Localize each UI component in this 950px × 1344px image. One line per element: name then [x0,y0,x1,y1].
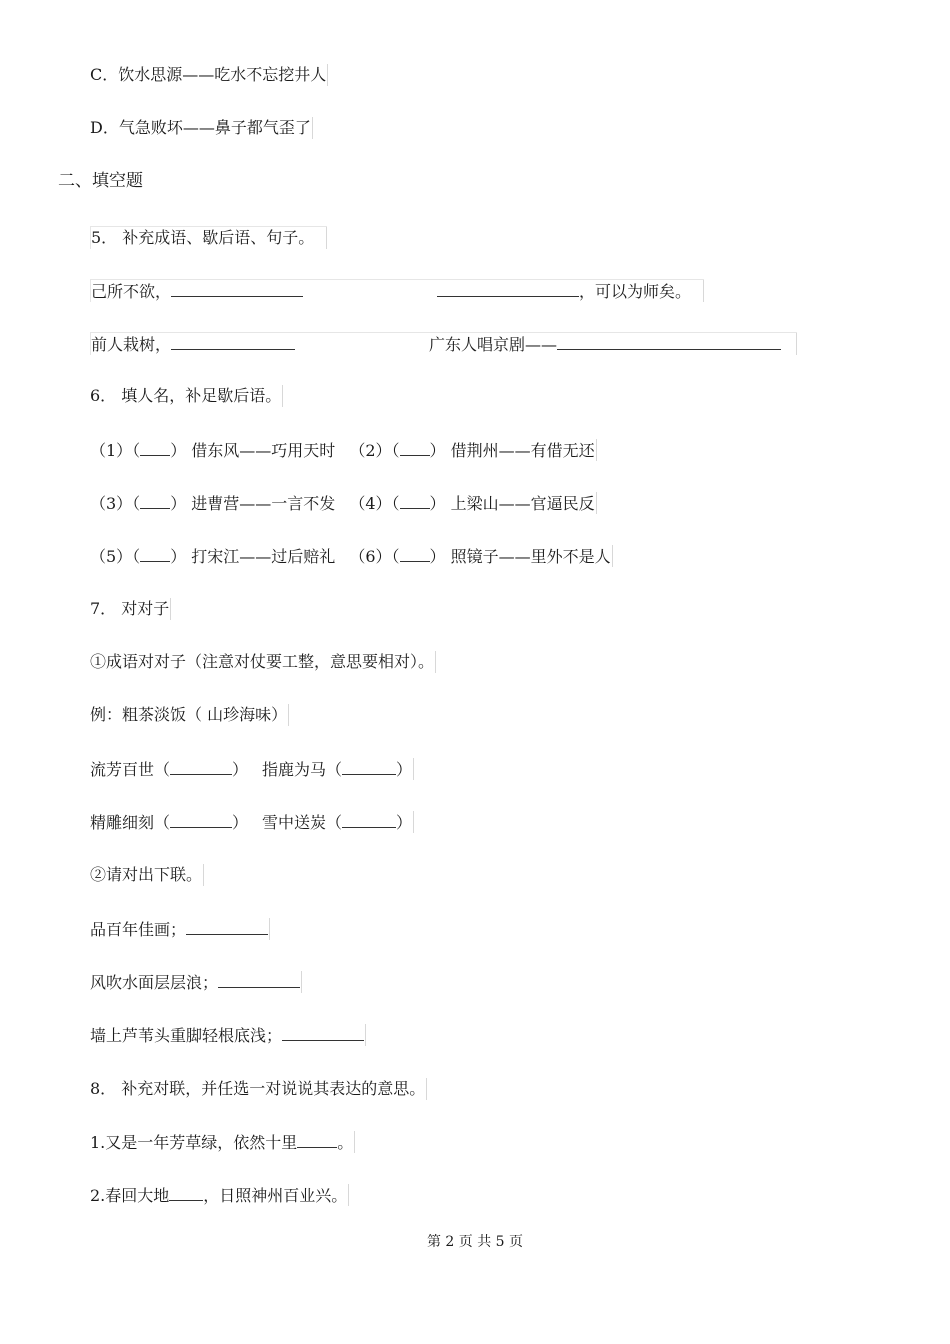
question-7-part-1: ①成语对对子（注意对仗要工整，意思要相对）。 [90,652,435,671]
option-c-text: C．饮水思源——吃水不忘挖井人 [90,65,327,84]
question-6-row-1: （1）（ ） 借东风——巧用天时 （2）（ ） 借荆州——有借无还 [90,441,595,460]
answer-blank[interactable] [140,439,170,456]
answer-blank[interactable] [140,545,170,562]
question-6-row-2: （3）（ ） 进曹营——一言不发 （4）（ ） 上梁山——官逼民反 [90,494,595,513]
answer-blank[interactable] [169,1184,203,1201]
answer-blank[interactable] [170,758,232,775]
answer-blank[interactable] [170,811,232,828]
question-7-title: 7． 对对子 [90,599,170,618]
question-7-pair-2: 精雕细刻（ ） 雪中送炭（ ） [90,813,413,832]
question-6-row-3: （5）（ ） 打宋江——过后赔礼 （6）（ ） 照镜子——里外不是人 [90,547,611,566]
option-d-text: D．气急败坏——鼻子都气歪了 [90,118,311,137]
answer-blank[interactable] [297,1131,337,1148]
question-6-title: 6． 填人名，补足歇后语。 [90,386,282,405]
question-7-pair-1: 流芳百世（ ） 指鹿为马（ ） [90,760,413,779]
answer-blank[interactable] [400,439,430,456]
answer-blank[interactable] [400,492,430,509]
couplet-3: 墙上芦苇头重脚轻根底浅； [90,1024,366,1046]
answer-blank[interactable] [437,280,579,297]
answer-blank[interactable] [218,971,300,988]
couplet-2: 风吹水面层层浪； [90,971,302,993]
question-5-title: 5． 补充成语、歇后语、句子。 [90,226,327,249]
answer-blank[interactable] [282,1024,364,1041]
question-7-example: 例：粗茶淡饭（ 山珍海味） [90,705,288,724]
question-8-line-2: 2.春回大地 ，日照神州百业兴。 [90,1186,348,1205]
section-title-fill-blank: 二、填空题 [58,171,143,191]
question-8-title: 8． 补充对联，并任选一对说说其表达的意思。 [90,1079,426,1098]
answer-blank[interactable] [171,333,295,350]
page-number: 第 2 页 共 5 页 [426,1234,524,1250]
couplet-1: 品百年佳画； [90,918,270,940]
answer-blank[interactable] [400,545,430,562]
question-8-line-1: 1.又是一年芳草绿，依然十里 。 [90,1133,354,1152]
page-footer [0,1232,950,1252]
answer-blank[interactable] [342,811,396,828]
question-5-row-2: 前人栽树， 广东人唱京剧—— [90,332,797,355]
answer-blank[interactable] [140,492,170,509]
answer-blank[interactable] [171,280,303,297]
answer-blank[interactable] [342,758,396,775]
answer-blank[interactable] [557,333,781,350]
option-d [90,117,313,139]
question-5-row-1: 己所不欲， ，可以为师矣。 [90,279,704,302]
answer-blank[interactable] [186,918,268,935]
question-7-part-2: ②请对出下联。 [90,865,203,884]
option-c [90,64,328,86]
